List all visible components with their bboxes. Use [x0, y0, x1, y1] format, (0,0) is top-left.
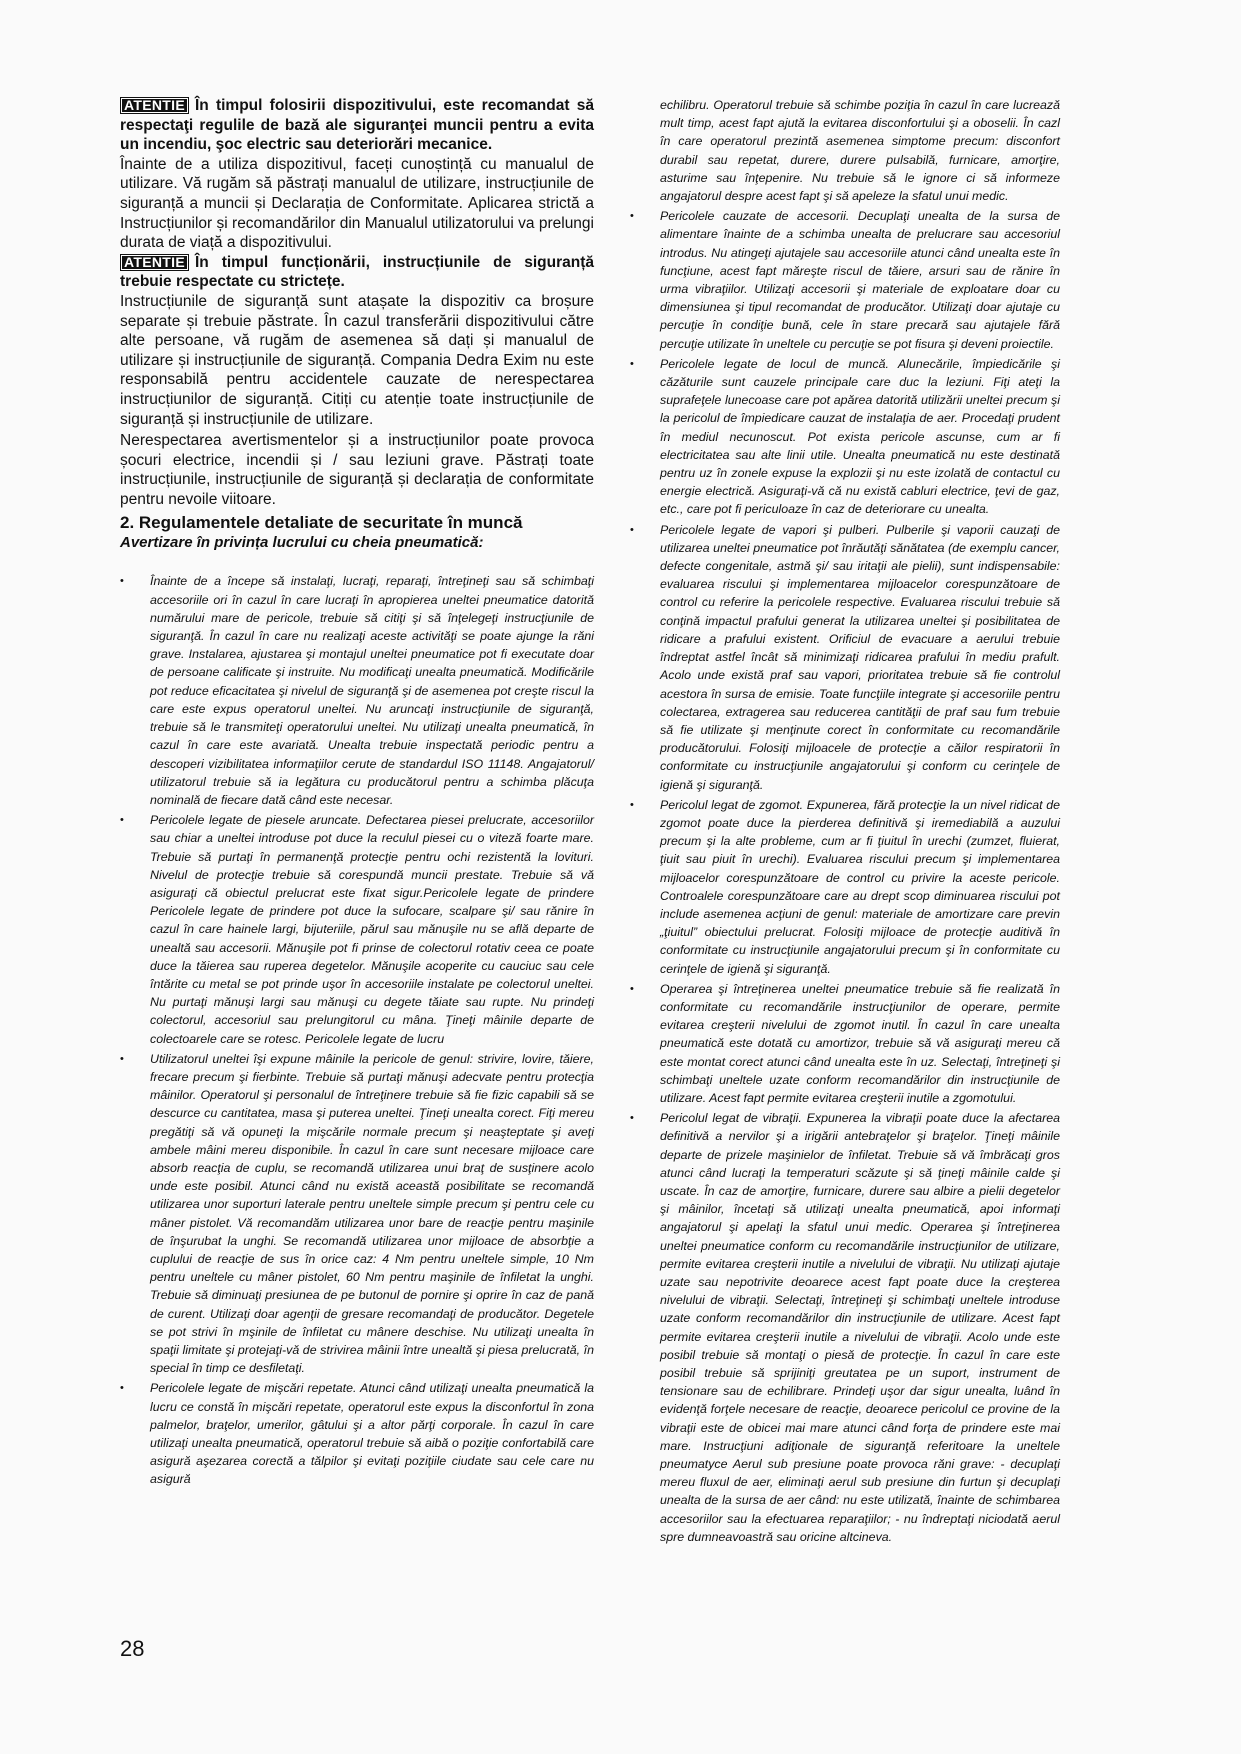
list-item: • Pericolele legate de vapori şi pulberi. Pulberile şi vaporii cauzaţi de utilizarea uneltei pneumatice pot înrăutăţi sănătatea (de exemplu cancer, defecte congenitale, astmă şi/ sau iritaţii ale pielii), sunt indispensabile: evaluarea riscului şi implementarea mijloacelor corespunzătoare de control cu referire la pericolele respective. Evaluarea riscului trebuie să conţină impactul prafului generat la utilizarea uneltei şi posibilitatea de ridicare a prafului existent. Orificiul de evacuare a aerului trebuie îndreptat astfel încât să minimizaţi ridicarea prafului în mediu prafult. Acolo unde există praf sau vapori, prioritatea trebuie să fie controlul acestora în sursa de emisie. Toate funcţiile integrate şi accesoriile pentru colectarea, extragerea sau reducerea cantităţii de praf sau fum trebuie să fie utilizate şi menţinute corect în conformitate cu recomandările producătorului. Folosiţi mijloacele de protecţie a căilor respiratorii în conformitate cu instrucţiunile angajatorului şi conform cu cerinţele de igienă şi siguranţă.	[630, 522, 1060, 792]
bullet-icon: •	[120, 575, 124, 588]
list-item: • Pericolul legat de vibraţii. Expunerea la vibraţii poate duce la afectarea definitivă a nervilor şi a irigării antebraţelor şi braţelor. Ţineţi mâinile departe de prizele maşinielor de înfiletat. Trebuie să vă îmbrăcaţi gros atunci când lucraţi la temperaturi scăzute şi să ţineţi mâinile calde şi uscate. În caz de amorţire, furnicare, durere sau albire a pielii degetelor şi mâinilor, încetaţi să utilizaţi unealta pneumatică, apoi informaţi angajatorul şi apelaţi la sfatul unui medic. Operarea şi întreţinerea uneltei pneumatice conform cu recomandările instrucţiunilor de utilizare, permite evitarea creşterii inutile a nivelului de vibraţii. Nu utilizaţi ajutaje uzate sau nepotrivite deoarece acest fapt poate duce la creşterea nivelului de vibraţii. Selectaţi, întreţineţi şi schimbaţi uneltele introduse uzate conform recomandărilor din instrucţiunile de utilizare. Acest fapt permite evitarea creşterii inutile a nivelului de vibraţii. Acolo unde este posibil trebuie să montaţi o piesă de protecţie. În cazul în care este posibil trebuie să sprijiniţi greutatea pe un suport, instrument de tensionare sau de echilibrare. Prindeţi uşor dar sigur unealta, luând în evidenţă forţele necesare de reacţie, deoarece pericolul ce provine de la vibraţii este de obicei mai mare atunci când forţa de prindere este mai mare. Instrucţiuni adiţionale de siguranţă referitoare la uneltele pneumatyce Aerul sub presiune poate provoca răni grave: - decuplaţi mereu fluxul de aer, eliminaţi aerul sub presiune din furtun şi decuplaţi unealta de la sursa de aer când: nu este utilizată, înainte de schimbarea accesoriilor sau la efectuarea reparaţiilor; - nu îndreptaţi niciodată aerul spre dumneavoastră sau oricine altcineva.	[630, 1111, 1060, 1544]
bullet-icon: •	[630, 798, 634, 811]
warning-2-heading	[120, 253, 594, 292]
list-item: • Pericolele cauzate de accesorii. Decuplaţi unealta de la sursa de alimentare înainte de a schimba unealta de prelucrare sau accesoriul introdus. Nu atingeţi ajutajele sau accesoriile atunci când unealta este în funcţiune, acest fapt măreşte riscul de tăiere, arsuri sau de rănire în urma vibraţiilor. Utilizaţi accesorii şi materiale de exploatare doar cu dimensiunea şi tipul recomandat de producător. Utilizaţi doar ajutaje cu percuţie în condiţie bună, cele în stare precară sau ajutajele fără percuţie utilizate în uneltele cu percuţie se pot fisura şi deveni proiectile.	[630, 209, 1060, 351]
right-column	[630, 96, 1060, 1548]
bullet-icon: •	[120, 1382, 124, 1395]
list-item: • Pericolele legate de mişcări repetate. Atunci când utilizaţi unealta pneumatică la lucru ce constă în mişcări repetate, operatorul este expus la disconfortul în zona palmelor, braţelor, umerilor, gâtului şi a altor părţi corporale. În cazul în care utilizaţi unealta pneumatică, operatorul trebuie să aibă o poziţie confortabilă care asigură aşezarea corectă a tălpilor şi evitaţi poziţiile ciudate sau cele care nu asigură	[120, 1381, 594, 1487]
list-item: • Pericolul legat de zgomot. Expunerea, fără protecţie la un nivel ridicat de zgomot poate duce la pierderea definitivă şi iremediabilă a auzului precum şi la alte probleme, cum ar fi ţiuitul în urechi (zumzet, fluierat, ţiuit sau piuit în urechi). Evaluarea riscului precum şi implementarea mijloacelor corespunzătoare de control cu privire la aceste pericole. Controalele corespunzătoare care au drept scop diminuarea riscului pot include asemenea acţiuni de genul: materiale de amortizare care previn „ţiuitul” obiectului prelucrat. Folosiţi mijloace de protecţie auditivă în conformitate cu instrucţiunile angajatorului precum şi în conformitate cu cerinţele de igienă şi siguranţă.	[630, 797, 1060, 976]
bullet-icon: •	[630, 210, 634, 223]
attention-badge: ATENTIE	[120, 254, 189, 271]
list-item: • Pericolele legate de piesele aruncate. Defectarea piesei prelucrate, accesoriilor sau chiar a uneltei introduse pot duce la reculul piesei cu o viteză foarte mare. Trebuie să purtaţi în permanenţă protecţie pentru ochi rezistentă la lovituri. Nivelul de protecţie trebuie să corespundă muncii prestate. Trebuie să vă asiguraţi că obiectul prelucrat este fixat sigur.Pericolele legate de prindere Pericolele legate de prindere pot duce la sufocare, scalpare şi/ sau rănire în cazul în care hainele largi, bijuteriile, părul sau mănuşile nu se află departe de unealtă sau accesorii. Mănuşile pot fi prinse de colectorul rotativ ceea ce poate duce la tăierea sau ruperea degetelor. Mănuşile acoperite cu cauciuc sau cele întărite cu metal se pot prinde uşor în accesoriile instalate pe colectorul uneltei. Nu purtaţi mănuşi largi sau mănuşi cu degete tăiate sau rupte. Nu prindeţi colectorul, accesoriul sau prelungitorul cu mâna. Ţineţi mâinile departe de colectoarele care se rotesc. Pericolele legate de lucru	[120, 813, 594, 1046]
list-item: • Înainte de a începe să instalaţi, lucraţi, reparaţi, întreţineţi sau să schimbaţi accesoriile ori în cazul în care lucraţi în apropierea uneltei pneumatice datorită numărului mare de pericole, trebuie să citiţi şi să înţelegeţi instrucţiunile de siguranţă. În cazul în care nu realizaţi aceste activităţi se poate ajunge la răni grave. Instalarea, ajustarea şi montajul uneltei pneumatice pot fi executate doar de persoane calificate şi instruite. Nu modificaţi unealta pneumatică. Modificările pot reduce eficacitatea şi nivelul de siguranţă şi de asemenea pot creşte riscul la care este expus operatorul uneltei. Nu aruncaţi instrucţiunile de siguranţă, trebuie să le transmiteţi operatorului uneltei. Nu utilizaţi unealta pneumatică, în cazul în care este avariată. Unealta trebuie inspectată periodic pentru a descoperi vizibilitatea informaţiilor cerute de standardul ISO 11148. Angajatorul/ utilizatorul trebuie să ia legătura cu producătorul pentru a schimba plăcuţa nominală de fiecare dată când este necesar.	[120, 574, 594, 807]
warning-2-body: Instrucțiunile de siguranță sunt atașate la dispozitiv ca broșure separate și trebuie păstrate. În cazul transferării dispozitivului către alte persoane, vă rugăm de asemenea să dați și manualul de utilizare și instrucțiunile de siguranță. Compania Dedra Exim nu este responsabilă pentru accidentele cauzate de nerespectarea instrucțiunilor de siguranță. Citiți cu atenție toate instrucțiunile de siguranță și instrucțiunile de utilizare.	[120, 292, 594, 428]
right-bullet-list	[630, 207, 1060, 1546]
warning-1-body: Înainte de a utiliza dispozitivul, faceți cunoștință cu manualul de utilizare. Vă rugăm să păstrați manualul de utilizare, instrucțiunile de siguranță a muncii și Declarația de Conformitate. Aplicarea strictă a Instrucțiunilor și recomandărilor din Manualul utilizatorului va prelungi durata de viață a dispozitivului.	[120, 155, 594, 252]
bullet-icon: •	[120, 814, 124, 827]
bullet-icon: •	[630, 982, 634, 995]
continuation-text: echilibru. Operatorul trebuie să schimbe poziţia în cazul în care lucrează mult timp, acest fapt ajută la evitarea disconfortului şi a oboselii. În cazl în care operatorul prezintă asemenea simptome precum: disconfort durabil sau repetat, durere, durere pulsabilă, furnicare, amorţire, asturime sau înţepenire. Nu trebuie să le ignore ci să informeze angajatorul despre acest fapt şi să apeleze la sfatul unui medic.	[660, 98, 1060, 204]
warning-1-heading	[120, 96, 594, 155]
bullet-icon: •	[120, 1052, 124, 1065]
bullet-icon: •	[630, 523, 634, 536]
left-bullet-list	[120, 572, 594, 1488]
page-number: 28	[120, 1636, 145, 1661]
warning-3-body: Nerespectarea avertismentelor și a instrucțiunilor poate provoca șocuri electrice, incendii și / sau leziuni grave. Păstrați toate instrucțiunile, instrucțiunile de siguranță și declarația de conformitate pentru nevoile viitoare.	[120, 432, 594, 508]
warning-1-heading-text: În timpul folosirii dispozitivului, este recomandat să respectaţi regulile de bază ale siguranţei muncii pentru a evita un incendiu, şoc electric sau deteriorări mecanice.	[120, 97, 594, 154]
warning-2-heading-text: În timpul funcționării, instrucțiunile de siguranță trebuie respectate cu strictețe.	[120, 253, 594, 291]
left-column	[120, 96, 594, 1491]
list-item: • Operarea şi întreţinerea uneltei pneumatice trebuie să fie realizată în conformitate cu recomandările instrucţiunilor de operare, permite evitarea creşterii nivelului de zgomot inutil. În cazul în care unealta pneumatică este dotată cu amortizor, trebuie să vă asiguraţi mereu că este montat corect atunci când unealta este în uz. Selectaţi, întreţineţi şi schimbaţi uneltele uzate conform recomandărilor din instrucţiunile de utilizare. Acest fapt permite evitarea creşterii inutile a zgomotului.	[630, 981, 1060, 1105]
bullet-icon: •	[630, 1112, 634, 1125]
bullet-icon: •	[630, 357, 634, 370]
list-item: • Pericolele legate de locul de muncă. Alunecările, împiedicările şi căzăturile sunt cauzele principale care duc la leziuni. Fiţi ateţi la suprafeţele lunecoase care pot apărea datorită utilizării uneltei precum şi la pericolul de împiedicare cauzat de instalaţia de aer. Procedaţi prudent în mediul necunoscut. Pot exista pericole ascunse, cum ar fi electricitatea sau alte linii utile. Unealta pneumatică nu este destinată pentru uz în zonele expuse la explozii şi nu este izolată de contactul cu energie electrică. Asiguraţi-vă că nu există cabluri electrice, ţevi de gaz, etc., care pot fi periculoaze în caz de deteriorare cu unealta.	[630, 356, 1060, 517]
attention-badge: ATENTIE	[120, 97, 189, 114]
section-subheading: Avertizare în privința lucrului cu cheia pneumatică:	[120, 534, 484, 552]
section-heading: 2. Regulamentele detaliate de securitate în muncă	[120, 513, 523, 533]
list-item: • Utilizatorul uneltei îşi expune mâinile la pericole de genul: strivire, lovire, tăiere, frecare precum şi fierbinte. Trebuie să purtaţi mănuşi adecvate pentru protecţia mâinilor. Operatorul şi personalul de întreţinere trebuie să fie fizic capabili să se descurce cu cantitatea, masa şi puterea uneltei. Ţineţi unealta corect. Fiţi mereu pregătiţi să vă opuneţi la mişcările normale precum şi neaşteptate şi aveţi ambele mâini mereu disponibile. În cazul în care sunt necesare mijloace care absorb reacţia de cuplu, se recomandă utilizarea unui braţ de susţinere acolo unde este posibil. Atunci când nu există această posibilitate se recomandă utilizarea unor suporturi laterale pentru uneltele simple precum şi pentru cele cu mâner pistolet. Vă recomandăm utilizarea unor bare de reacţie pentru maşinile de înşurubat la unghi. Se recomandă utilizarea unor mijloace de absorbţie a cuplului de reacţie de sus în orice caz: 4 Nm pentru uneltele simple, 10 Nm pentru uneltele cu mâner pistolet, 60 Nm pentru maşinile de înfiletat la unghi. Trebuie să diminuaţi presiunea de pe butonul de pornire şi oprire în caz de pană de curent. Utilizaţi doar agenţii de gresare recomandaţi de producător. Degetele se pot strivi în mşinile de înfiletat cu mânere deschise. Nu utilizaţi unealta în spaţii limitate şi protejaţi-vă de strivirea mâinii între unealtă şi piesa prelucrată, în special în timp ce desfiletaţi.	[120, 1051, 594, 1376]
